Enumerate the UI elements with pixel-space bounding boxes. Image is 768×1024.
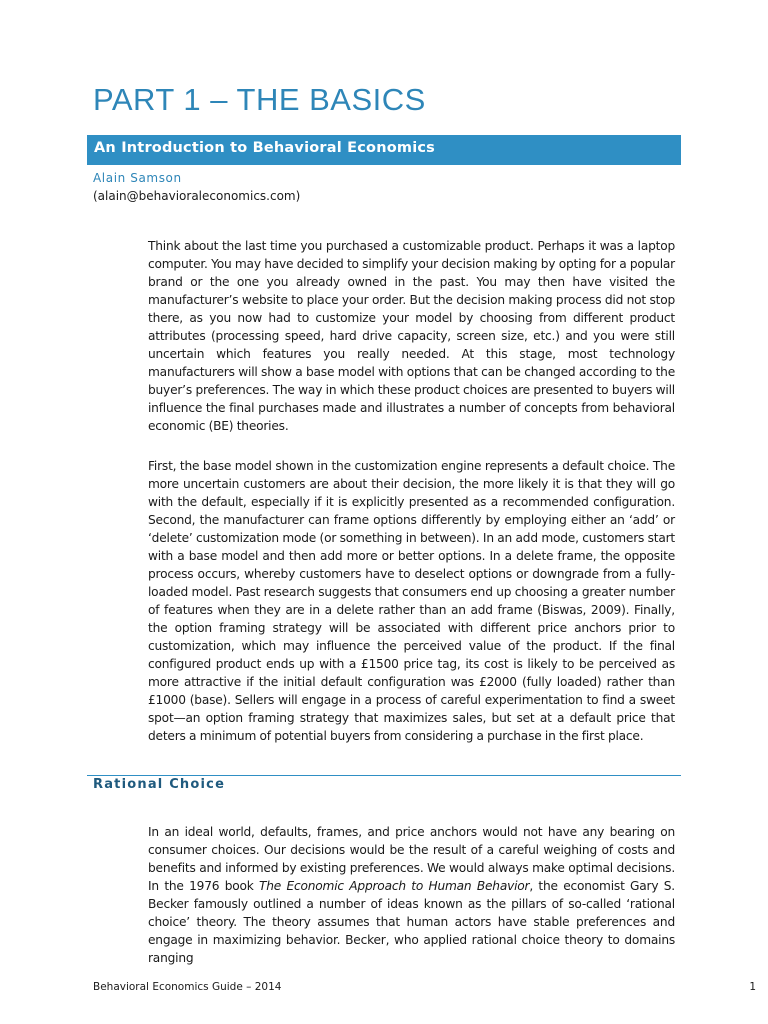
paragraph-defaults-framing: First, the base model shown in the customization engine represents a default choice. The more uncertain customers are about their decision, the more likely it is that they will go with the default, especially if it is explicitly presented as a recommended configuration. Second, the manufacturer can frame options differently by employing either an ‘add’ or ‘delete’ customization mode (or something in between). In an add mode, customers start with a base model and then add more or better options. In a delete frame, the opposite process occurs, whereby customers have to deselect options or downgrade from a fully-loaded model. Past research suggests that consumers end up choosing a greater number of features when they are in a delete rather than an add frame (Biswas, 2009). Finally, the option framing strategy will be associated with different price anchors prior to customization, which may influence the perceived value of the product. If the final configured product ends up with a £1500 price tag, its cost is likely to be perceived as more attractive if the initial default configuration was £2000 (fully loaded) rather than £1000 (base). Sellers will engage in a process of careful experimentation to find a sweet spot—an option framing strategy that maximizes sales, but set at a default price that deters a minimum of potential buyers from considering a purchase in the first place.: [148, 459, 675, 743]
page-title: PART 1 – THE BASICS: [93, 82, 426, 117]
subtitle-banner: [87, 135, 681, 165]
paragraph-intro: Think about the last time you purchased a customizable product. Perhaps it was a laptop computer. You may have decided to simplify your decision making by opting for a popular brand or the one you already owned in the past. You may then have visited the manufacturer’s website to place your order. But the decision making process did not stop there, as you now had to customize your model by choosing from different product attributes (processing speed, hard drive capacity, screen size, etc.) and you were still uncertain which features you really needed. At this stage, most technology manufacturers will show a base model with options that can be changed according to the buyer’s preferences. The way in which these product choices are presented to buyers will influence the final purchases made and illustrates a number of concepts from behavioral economic (BE) theories.: [148, 239, 675, 433]
footer-guide-title: Behavioral Economics Guide – 2014: [93, 981, 282, 993]
paragraph-text-part: , the economist Gary S. Becker famously outlined a number of ideas known as the pillars of so-called ‘rational choice’ theory. The theory assumes that human actors have stable preferences and engage in maximizing behavior. Becker, who applied rational choice theory to domains ranging: [148, 879, 675, 965]
section-divider: [87, 775, 681, 776]
author-email: (alain@behavioraleconomics.com): [93, 189, 301, 203]
page-number: 1: [749, 981, 756, 993]
paragraph-rational-choice: [148, 823, 675, 967]
book-title: The Economic Approach to Human Behavior: [259, 879, 530, 893]
paragraph-text-part: In an ideal world, defaults, frames, and price anchors would not have any bearing on consumer choices. Our decisions would be the result of a careful weighing of costs and benefits and informed by existing preferences. We would always make optimal decisions. In the 1976 book: [148, 825, 675, 893]
author-name: Alain Samson: [93, 171, 182, 185]
banner-title: An Introduction to Behavioral Economics: [94, 140, 436, 156]
section-heading-rational-choice: Rational Choice: [93, 777, 226, 792]
